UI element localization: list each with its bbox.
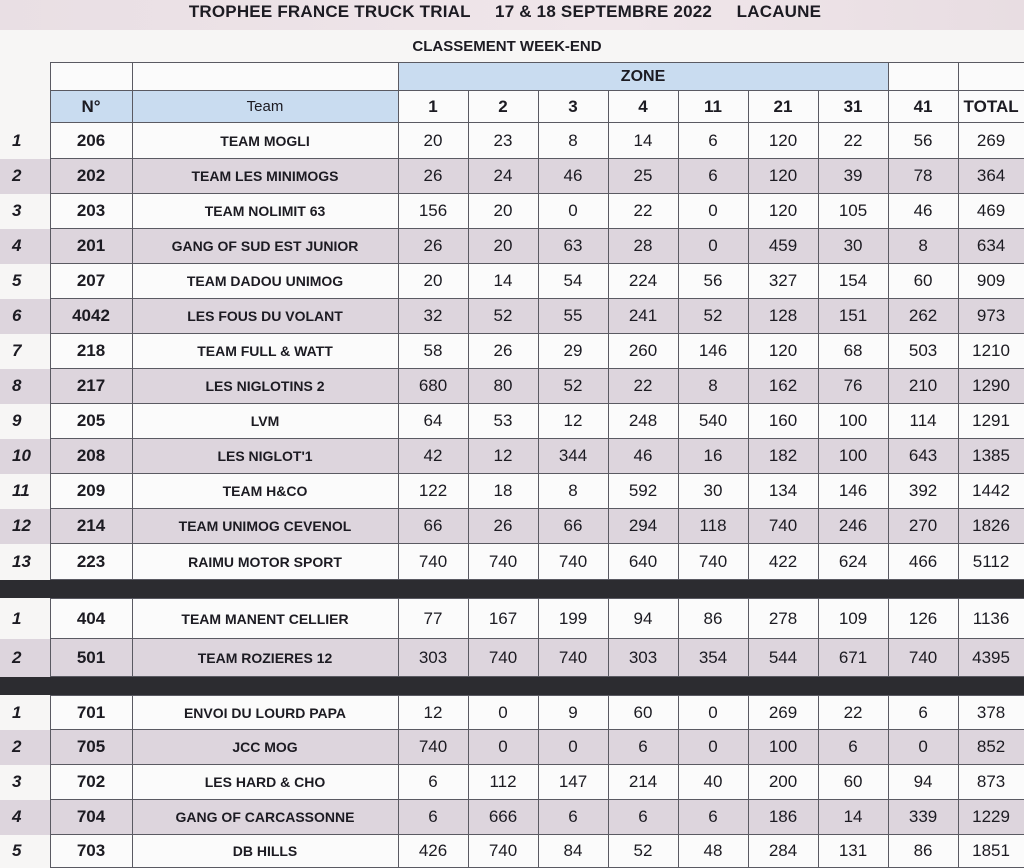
zone-score-cell: 134 xyxy=(748,474,818,509)
zone-score-cell: 112 xyxy=(468,765,538,800)
zone-score-cell: 422 xyxy=(748,544,818,580)
rank-cell: 1 xyxy=(12,130,22,150)
total-cell: 469 xyxy=(958,194,1024,229)
zone-score-cell: 459 xyxy=(748,229,818,264)
zone-score-cell: 28 xyxy=(608,229,678,264)
team-name-cell: LVM xyxy=(132,404,398,439)
zone-score-cell: 30 xyxy=(678,474,748,509)
page-subtitle: CLASSEMENT WEEK-END xyxy=(412,38,602,55)
col-header-team: Team xyxy=(132,91,398,123)
table-row xyxy=(0,194,1024,229)
zone-score-cell: 16 xyxy=(678,439,748,474)
zone-score-cell: 66 xyxy=(398,509,468,544)
zone-score-cell: 354 xyxy=(678,639,748,677)
rank-cell: 1 xyxy=(12,702,22,722)
zone-score-cell: 0 xyxy=(888,730,958,765)
total-cell: 1291 xyxy=(958,404,1024,439)
zone-score-cell: 63 xyxy=(538,229,608,264)
zone-score-cell: 740 xyxy=(538,544,608,580)
zone-score-cell: 740 xyxy=(538,639,608,677)
table-row xyxy=(0,369,1024,404)
zone-score-cell: 68 xyxy=(818,334,888,369)
table-row xyxy=(0,730,1024,765)
total-cell: 1229 xyxy=(958,800,1024,835)
zone-score-cell: 740 xyxy=(398,544,468,580)
entry-number-cell: 205 xyxy=(50,404,132,439)
zone-score-cell: 55 xyxy=(538,299,608,334)
zone-score-cell: 6 xyxy=(608,730,678,765)
table-row xyxy=(0,696,1024,730)
zone-score-cell: 22 xyxy=(818,696,888,730)
zone-score-cell: 6 xyxy=(818,730,888,765)
zone-score-cell: 0 xyxy=(538,194,608,229)
entry-number-cell: 209 xyxy=(50,474,132,509)
zone-score-cell: 146 xyxy=(818,474,888,509)
zone-score-cell: 86 xyxy=(888,835,958,868)
zone-score-cell: 52 xyxy=(468,299,538,334)
zone-score-cell: 466 xyxy=(888,544,958,580)
rank-cell: 3 xyxy=(12,772,22,791)
table-row xyxy=(0,474,1024,509)
entry-number-cell: 701 xyxy=(50,696,132,730)
total-cell: 1210 xyxy=(958,334,1024,369)
zone-score-cell: 269 xyxy=(748,696,818,730)
zone-score-cell: 284 xyxy=(748,835,818,868)
entry-number-cell: 705 xyxy=(50,730,132,765)
zone-score-cell: 114 xyxy=(888,404,958,439)
header-row-columns xyxy=(0,91,1024,123)
zone-score-cell: 740 xyxy=(398,730,468,765)
table-row xyxy=(0,229,1024,264)
total-cell: 269 xyxy=(958,123,1024,159)
total-cell: 1385 xyxy=(958,439,1024,474)
zone-score-cell: 66 xyxy=(538,509,608,544)
zone-score-cell: 25 xyxy=(608,159,678,194)
zone-score-cell: 624 xyxy=(818,544,888,580)
total-cell: 973 xyxy=(958,299,1024,334)
header-num-top xyxy=(50,63,132,91)
zone-score-cell: 131 xyxy=(818,835,888,868)
total-cell: 1442 xyxy=(958,474,1024,509)
col-header-zone: 11 xyxy=(678,91,748,123)
col-header-zone: 21 xyxy=(748,91,818,123)
zone-score-cell: 46 xyxy=(888,194,958,229)
col-header-zone: 41 xyxy=(888,91,958,123)
separator-bar xyxy=(0,580,1024,599)
rank-cell: 11 xyxy=(12,481,30,500)
zone-score-cell: 86 xyxy=(678,599,748,639)
rank-cell: 13 xyxy=(12,551,31,571)
total-cell: 378 xyxy=(958,696,1024,730)
zone-score-cell: 58 xyxy=(398,334,468,369)
entry-number-cell: 702 xyxy=(50,765,132,800)
zone-score-cell: 54 xyxy=(538,264,608,299)
zone-score-cell: 8 xyxy=(538,123,608,159)
zone-score-cell: 94 xyxy=(888,765,958,800)
zone-score-cell: 29 xyxy=(538,334,608,369)
zone-score-cell: 120 xyxy=(748,159,818,194)
zone-score-cell: 8 xyxy=(538,474,608,509)
team-name-cell: DB HILLS xyxy=(132,835,398,868)
zone-score-cell: 18 xyxy=(468,474,538,509)
header-team-top xyxy=(132,63,398,91)
results-table-body xyxy=(0,63,1024,868)
zone-score-cell: 100 xyxy=(748,730,818,765)
zone-score-cell: 540 xyxy=(678,404,748,439)
zone-score-cell: 344 xyxy=(538,439,608,474)
team-name-cell: GANG OF SUD EST JUNIOR xyxy=(132,229,398,264)
zone-score-cell: 46 xyxy=(608,439,678,474)
zone-score-cell: 46 xyxy=(538,159,608,194)
zone-score-cell: 6 xyxy=(538,800,608,835)
entry-number-cell: 206 xyxy=(50,123,132,159)
rank-cell: 12 xyxy=(0,509,50,544)
team-name-cell: TEAM LES MINIMOGS xyxy=(132,159,398,194)
col-header-zone: 1 xyxy=(398,91,468,123)
zone-score-cell: 53 xyxy=(468,404,538,439)
zone-score-cell: 30 xyxy=(818,229,888,264)
zone-score-cell: 20 xyxy=(398,123,468,159)
rank-cell: 5 xyxy=(12,271,22,290)
zone-score-cell: 8 xyxy=(888,229,958,264)
zone-score-cell: 643 xyxy=(888,439,958,474)
zone-score-cell: 23 xyxy=(468,123,538,159)
team-name-cell: LES NIGLOT'1 xyxy=(132,439,398,474)
col-header-total: TOTAL xyxy=(958,91,1024,123)
zone-score-cell: 303 xyxy=(398,639,468,677)
team-name-cell: LES NIGLOTINS 2 xyxy=(132,369,398,404)
zone-score-cell: 60 xyxy=(888,264,958,299)
rank-cell: 2 xyxy=(0,159,50,194)
zone-score-cell: 20 xyxy=(468,194,538,229)
zone-score-cell: 22 xyxy=(608,194,678,229)
zone-score-cell: 48 xyxy=(678,835,748,868)
zone-score-cell: 20 xyxy=(398,264,468,299)
team-name-cell: TEAM DADOU UNIMOG xyxy=(132,264,398,299)
table-row xyxy=(0,509,1024,544)
total-cell: 634 xyxy=(958,229,1024,264)
zone-score-cell: 210 xyxy=(888,369,958,404)
zone-score-cell: 6 xyxy=(678,159,748,194)
col-header-num: N° xyxy=(50,91,132,123)
zone-score-cell: 100 xyxy=(818,404,888,439)
rank-cell: 9 xyxy=(12,411,22,430)
team-name-cell: GANG OF CARCASSONNE xyxy=(132,800,398,835)
zone-score-cell: 154 xyxy=(818,264,888,299)
table-row xyxy=(0,264,1024,299)
rank-cell: 2 xyxy=(0,730,50,765)
zone-score-cell: 740 xyxy=(888,639,958,677)
zone-score-cell: 270 xyxy=(888,509,958,544)
zone-score-cell: 14 xyxy=(468,264,538,299)
zone-score-cell: 186 xyxy=(748,800,818,835)
entry-number-cell: 208 xyxy=(50,439,132,474)
zone-score-cell: 60 xyxy=(608,696,678,730)
zone-score-cell: 126 xyxy=(888,599,958,639)
table-row xyxy=(0,334,1024,369)
zone-score-cell: 156 xyxy=(398,194,468,229)
zone-score-cell: 294 xyxy=(608,509,678,544)
zone-score-cell: 40 xyxy=(678,765,748,800)
zone-score-cell: 60 xyxy=(818,765,888,800)
zone-score-cell: 6 xyxy=(678,800,748,835)
total-cell: 1826 xyxy=(958,509,1024,544)
zone-score-cell: 167 xyxy=(468,599,538,639)
zone-score-cell: 246 xyxy=(818,509,888,544)
zone-score-cell: 80 xyxy=(468,369,538,404)
table-row xyxy=(0,439,1024,474)
total-cell: 852 xyxy=(958,730,1024,765)
zone-score-cell: 0 xyxy=(678,730,748,765)
header-row-zone xyxy=(0,63,1024,91)
zone-score-cell: 241 xyxy=(608,299,678,334)
zone-score-cell: 248 xyxy=(608,404,678,439)
zone-score-cell: 740 xyxy=(468,639,538,677)
group-separator xyxy=(0,677,1024,696)
team-name-cell: TEAM FULL & WATT xyxy=(132,334,398,369)
rank-cell: 1 xyxy=(12,608,22,628)
entry-number-cell: 223 xyxy=(50,544,132,580)
rank-cell: 2 xyxy=(0,639,50,677)
total-cell: 909 xyxy=(958,264,1024,299)
team-name-cell: TEAM H&CO xyxy=(132,474,398,509)
rank-cell: 8 xyxy=(0,369,50,404)
zone-score-cell: 14 xyxy=(608,123,678,159)
zone-score-cell: 77 xyxy=(398,599,468,639)
zone-score-cell: 64 xyxy=(398,404,468,439)
zone-score-cell: 160 xyxy=(748,404,818,439)
zone-score-cell: 52 xyxy=(678,299,748,334)
zone-score-cell: 680 xyxy=(398,369,468,404)
zone-score-cell: 9 xyxy=(538,696,608,730)
zone-score-cell: 0 xyxy=(678,194,748,229)
zone-score-cell: 740 xyxy=(468,544,538,580)
zone-score-cell: 26 xyxy=(398,159,468,194)
team-name-cell: ENVOI DU LOURD PAPA xyxy=(132,696,398,730)
total-cell: 873 xyxy=(958,765,1024,800)
zone-score-cell: 84 xyxy=(538,835,608,868)
zone-score-cell: 12 xyxy=(468,439,538,474)
rank-cell: 3 xyxy=(12,201,22,220)
zone-score-cell: 26 xyxy=(468,509,538,544)
zone-score-cell: 262 xyxy=(888,299,958,334)
table-row xyxy=(0,159,1024,194)
zone-score-cell: 94 xyxy=(608,599,678,639)
zone-score-cell: 22 xyxy=(818,123,888,159)
rank-cell: 5 xyxy=(12,841,22,860)
zone-score-cell: 740 xyxy=(678,544,748,580)
zone-score-cell: 105 xyxy=(818,194,888,229)
zone-score-cell: 146 xyxy=(678,334,748,369)
zone-score-cell: 0 xyxy=(538,730,608,765)
entry-number-cell: 214 xyxy=(50,509,132,544)
zone-header: ZONE xyxy=(398,63,888,91)
zone-score-cell: 544 xyxy=(748,639,818,677)
table-row xyxy=(0,639,1024,677)
entry-number-cell: 703 xyxy=(50,835,132,868)
zone-score-cell: 120 xyxy=(748,334,818,369)
rank-cell: 6 xyxy=(0,299,50,334)
zone-score-cell: 278 xyxy=(748,599,818,639)
zone-score-cell: 120 xyxy=(748,123,818,159)
col-header-zone: 3 xyxy=(538,91,608,123)
rank-cell: 10 xyxy=(0,439,50,474)
zone-score-cell: 26 xyxy=(398,229,468,264)
zone-score-cell: 76 xyxy=(818,369,888,404)
header-blank xyxy=(0,63,50,91)
zone-score-cell: 22 xyxy=(608,369,678,404)
team-name-cell: JCC MOG xyxy=(132,730,398,765)
rank-cell: 4 xyxy=(0,229,50,264)
col-header-zone: 4 xyxy=(608,91,678,123)
zone-score-cell: 503 xyxy=(888,334,958,369)
zone-score-cell: 52 xyxy=(608,835,678,868)
zone-score-cell: 151 xyxy=(818,299,888,334)
entry-number-cell: 201 xyxy=(50,229,132,264)
entry-number-cell: 501 xyxy=(50,639,132,677)
table-row xyxy=(0,404,1024,439)
entry-number-cell: 404 xyxy=(50,599,132,639)
zone-score-cell: 740 xyxy=(748,509,818,544)
zone-score-cell: 39 xyxy=(818,159,888,194)
zone-score-cell: 392 xyxy=(888,474,958,509)
table-row xyxy=(0,599,1024,639)
total-cell: 364 xyxy=(958,159,1024,194)
header-blank xyxy=(0,91,50,123)
zone-score-cell: 740 xyxy=(468,835,538,868)
team-name-cell: LES FOUS DU VOLANT xyxy=(132,299,398,334)
group-separator xyxy=(0,580,1024,599)
separator-bar xyxy=(0,677,1024,696)
zone-score-cell: 24 xyxy=(468,159,538,194)
zone-score-cell: 56 xyxy=(888,123,958,159)
rank-cell: 4 xyxy=(0,800,50,835)
zone-score-cell: 162 xyxy=(748,369,818,404)
zone-score-cell: 0 xyxy=(678,229,748,264)
team-name-cell: TEAM UNIMOG CEVENOL xyxy=(132,509,398,544)
team-name-cell: LES HARD & CHO xyxy=(132,765,398,800)
table-row xyxy=(0,544,1024,580)
results-table xyxy=(0,62,1024,868)
entry-number-cell: 202 xyxy=(50,159,132,194)
zone-score-cell: 6 xyxy=(608,800,678,835)
zone-score-cell: 109 xyxy=(818,599,888,639)
zone-score-cell: 182 xyxy=(748,439,818,474)
team-name-cell: RAIMU MOTOR SPORT xyxy=(132,544,398,580)
zone-score-cell: 671 xyxy=(818,639,888,677)
zone-score-cell: 6 xyxy=(398,800,468,835)
zone-score-cell: 122 xyxy=(398,474,468,509)
zone-score-cell: 327 xyxy=(748,264,818,299)
header-total-top xyxy=(958,63,1024,91)
zone-score-cell: 214 xyxy=(608,765,678,800)
table-row xyxy=(0,123,1024,159)
total-cell: 4395 xyxy=(958,639,1024,677)
zone-score-cell: 6 xyxy=(398,765,468,800)
zone-score-cell: 14 xyxy=(818,800,888,835)
zone-score-cell: 78 xyxy=(888,159,958,194)
total-cell: 1136 xyxy=(958,599,1024,639)
col-header-zone: 2 xyxy=(468,91,538,123)
zone-score-cell: 6 xyxy=(678,123,748,159)
zone-score-cell: 199 xyxy=(538,599,608,639)
zone-score-cell: 20 xyxy=(468,229,538,264)
zone-score-cell: 640 xyxy=(608,544,678,580)
zone-score-cell: 52 xyxy=(538,369,608,404)
entry-number-cell: 207 xyxy=(50,264,132,299)
table-row xyxy=(0,765,1024,800)
entry-number-cell: 4042 xyxy=(50,299,132,334)
rank-cell: 7 xyxy=(12,341,22,360)
team-name-cell: TEAM NOLIMIT 63 xyxy=(132,194,398,229)
entry-number-cell: 704 xyxy=(50,800,132,835)
page-title: TROPHEE FRANCE TRUCK TRIAL 17 & 18 SEPTEMBRE 2022 LACAUNE xyxy=(188,2,822,21)
zone-score-cell: 666 xyxy=(468,800,538,835)
zone-score-cell: 120 xyxy=(748,194,818,229)
zone-score-cell: 224 xyxy=(608,264,678,299)
zone-score-cell: 339 xyxy=(888,800,958,835)
zone-score-cell: 200 xyxy=(748,765,818,800)
zone-score-cell: 0 xyxy=(468,730,538,765)
total-cell: 1851 xyxy=(958,835,1024,868)
entry-number-cell: 203 xyxy=(50,194,132,229)
total-cell: 1290 xyxy=(958,369,1024,404)
team-name-cell: TEAM MOGLI xyxy=(132,123,398,159)
zone-score-cell: 147 xyxy=(538,765,608,800)
zone-score-cell: 592 xyxy=(608,474,678,509)
zone-score-cell: 12 xyxy=(398,696,468,730)
zone-score-cell: 42 xyxy=(398,439,468,474)
table-row xyxy=(0,800,1024,835)
entry-number-cell: 218 xyxy=(50,334,132,369)
zone-score-cell: 0 xyxy=(678,696,748,730)
zone-score-cell: 260 xyxy=(608,334,678,369)
entry-number-cell: 217 xyxy=(50,369,132,404)
zone-score-cell: 0 xyxy=(468,696,538,730)
team-name-cell: TEAM ROZIERES 12 xyxy=(132,639,398,677)
col-header-zone: 31 xyxy=(818,91,888,123)
zone-score-cell: 12 xyxy=(538,404,608,439)
zone-score-cell: 6 xyxy=(888,696,958,730)
zone-score-cell: 8 xyxy=(678,369,748,404)
zone-score-cell: 26 xyxy=(468,334,538,369)
zone-score-cell: 426 xyxy=(398,835,468,868)
zone-score-cell: 303 xyxy=(608,639,678,677)
header-zone-41-top xyxy=(888,63,958,91)
zone-score-cell: 100 xyxy=(818,439,888,474)
zone-score-cell: 32 xyxy=(398,299,468,334)
zone-score-cell: 56 xyxy=(678,264,748,299)
team-name-cell: TEAM MANENT CELLIER xyxy=(132,599,398,639)
table-row xyxy=(0,299,1024,334)
zone-score-cell: 128 xyxy=(748,299,818,334)
total-cell: 5112 xyxy=(958,544,1024,580)
zone-score-cell: 118 xyxy=(678,509,748,544)
